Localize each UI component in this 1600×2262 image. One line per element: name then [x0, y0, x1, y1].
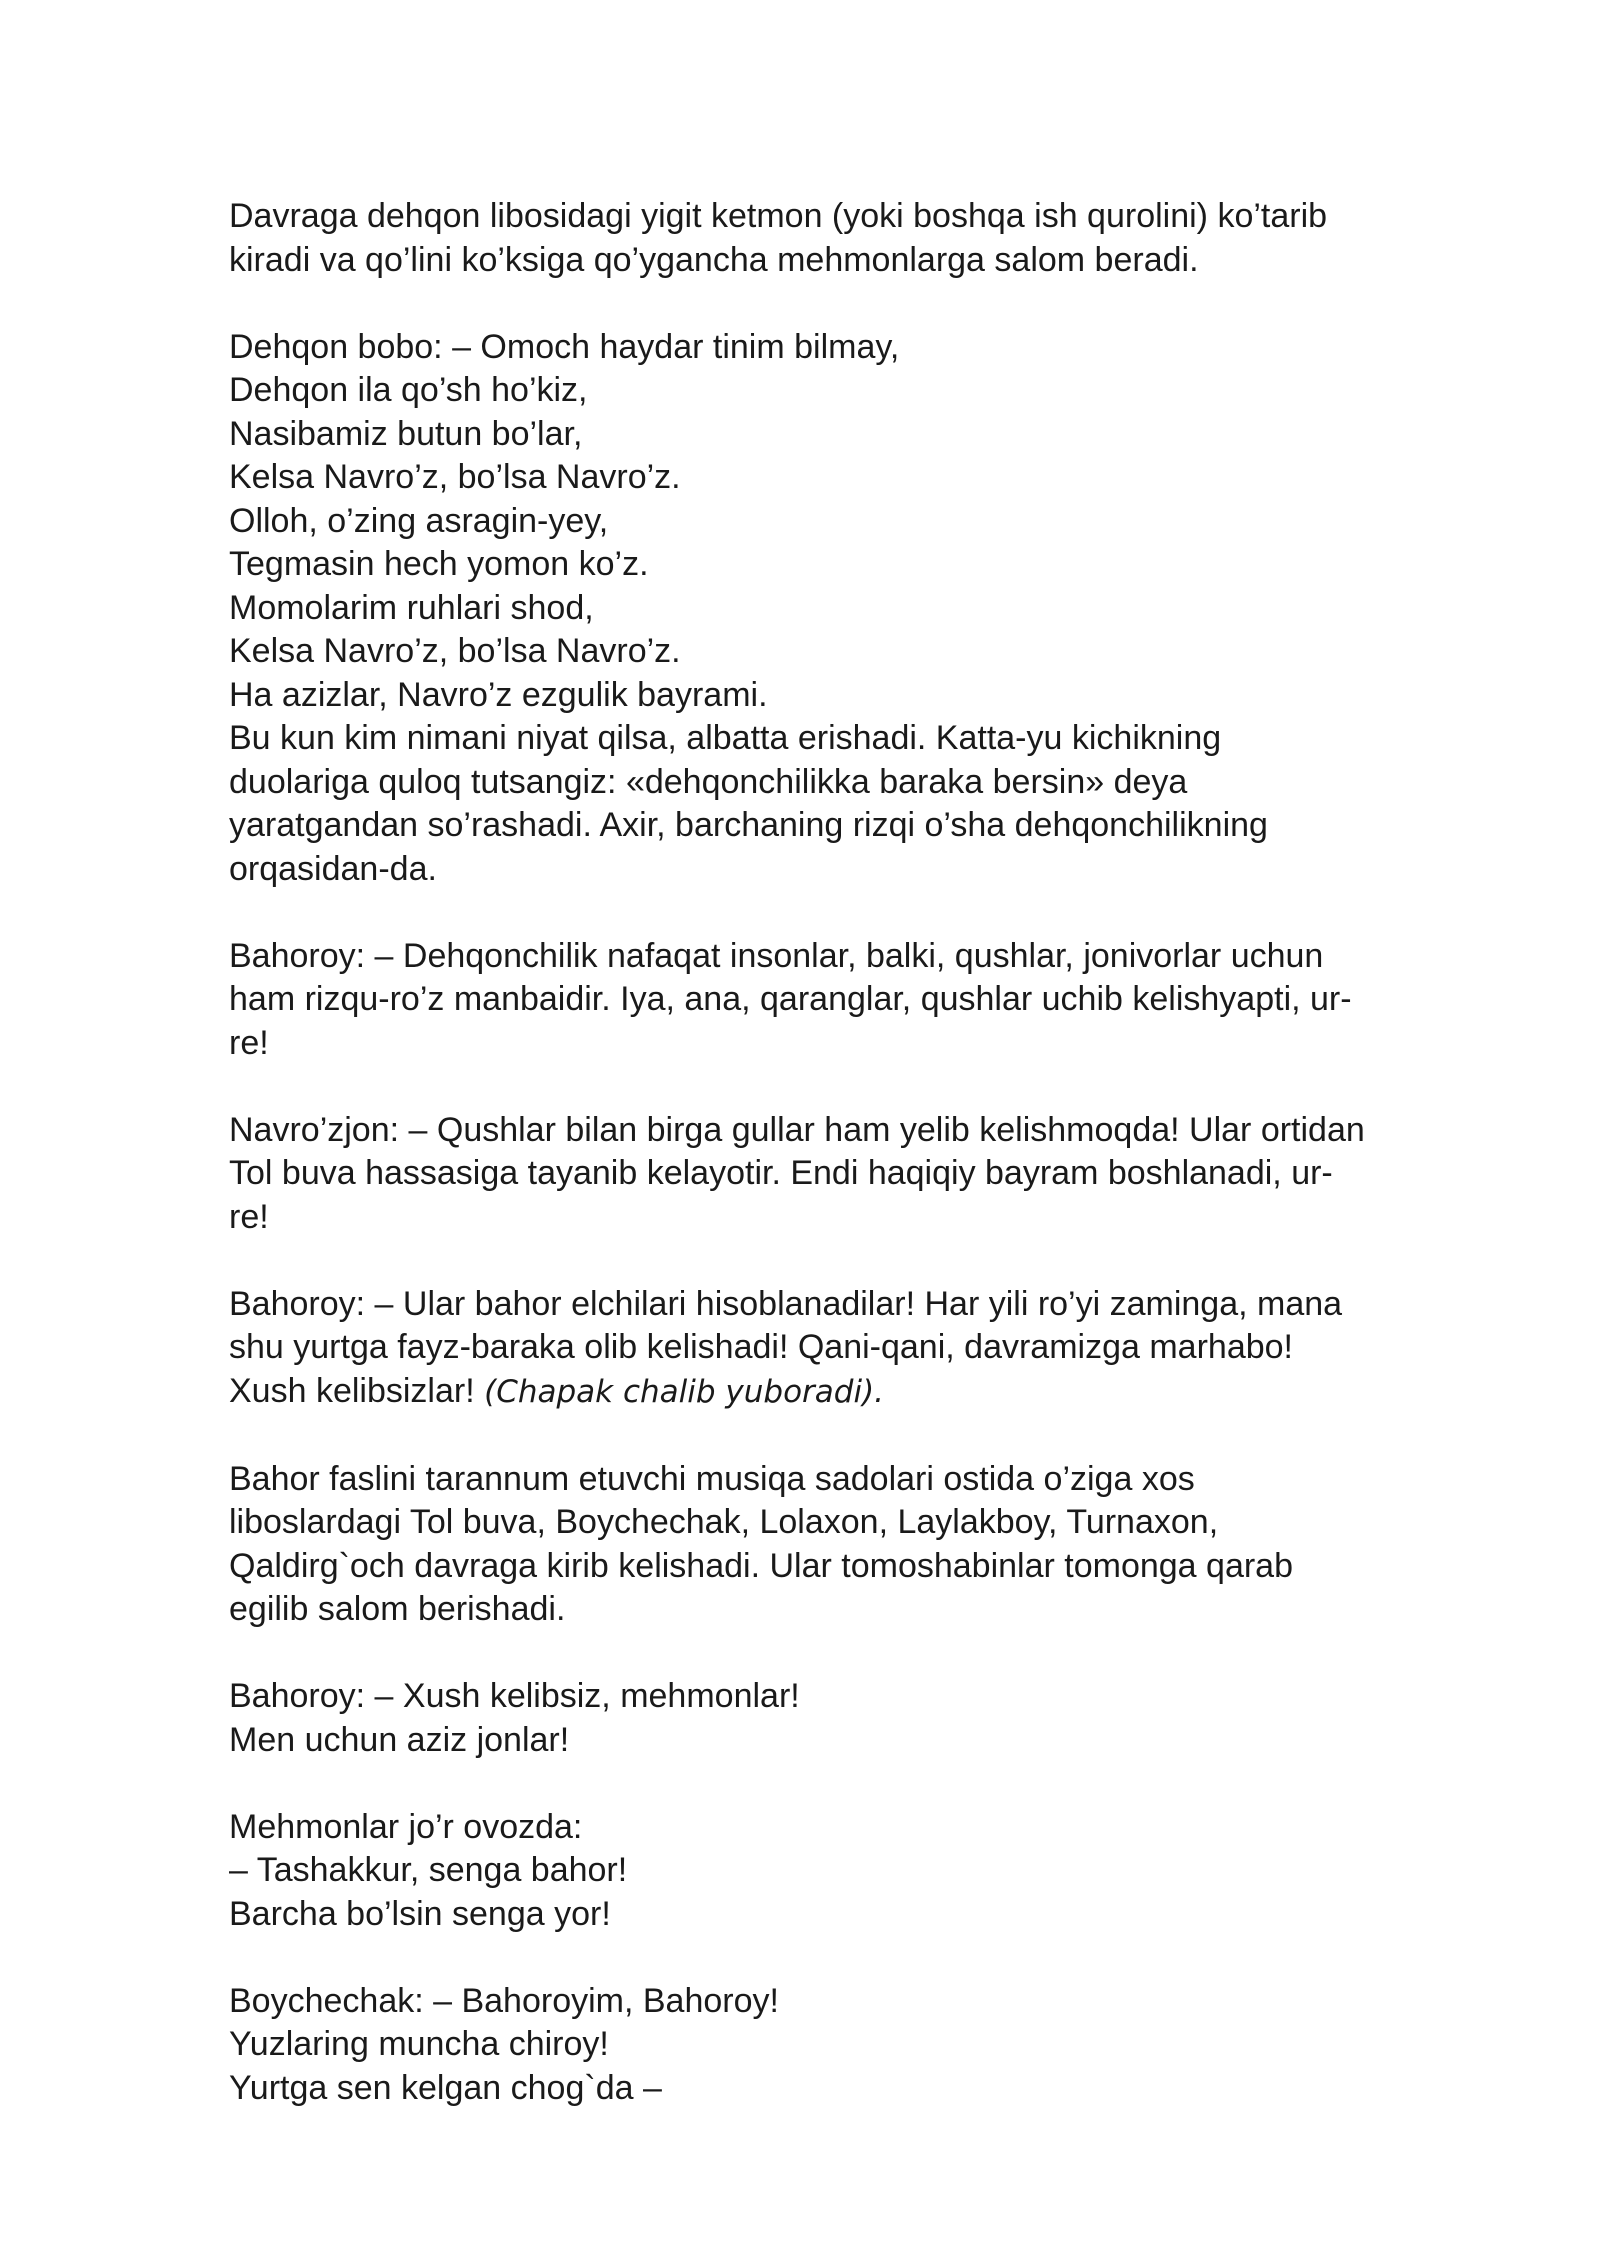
text-line: Boychechak: – Bahoroyim, Bahoroy! [229, 1981, 779, 2020]
text-line: Yuzlaring muncha chiroy! [229, 2025, 609, 2063]
text-line: ham rizqu-ro’z manbaidir. Iya, ana, qaranglar, qushlar uchib kelishyapti, ur- [229, 980, 1352, 1018]
paragraph-bahoroy-2 [229, 1283, 1509, 1415]
paragraph-mehmonlar [229, 1806, 1509, 1937]
text-line: Mehmonlar jo’r ovozda: [229, 1807, 583, 1846]
paragraph-dehqon-bobo [229, 326, 1509, 892]
text-line: liboslardagi Tol buva, Boychechak, Lolaxon, Laylakboy, Turnaxon, [229, 1503, 1219, 1541]
text-line: Bahoroy: – Ular bahor elchilari hisoblanadilar! Har yili ro’yi zaminga, mana [229, 1284, 1343, 1323]
paragraph-bahoroy-1 [229, 935, 1509, 1066]
text-line: Dehqon ila qo’sh ho’kiz, [229, 371, 588, 409]
stage-direction: (Chapak chalib yuboradi). [484, 1373, 885, 1410]
text-line: Olloh, o’zing asragin-yey, [229, 501, 609, 540]
paragraph-narration [229, 1458, 1509, 1632]
text-line: Tol buva hassasiga tayanib kelayotir. Endi haqiqiy bayram boshlanadi, ur- [229, 1154, 1333, 1192]
text-line: Navro’zjon: – Qushlar bilan birga gullar ham yelib kelishmoqda! Ular ortidan [229, 1110, 1365, 1149]
text-line: Men uchun aziz jonlar! [229, 1720, 570, 1759]
document-page [229, 195, 1509, 2154]
text-line: Momolarim ruhlari shod, [229, 588, 594, 627]
text-line: Barcha bo’lsin senga yor! [229, 1894, 611, 1933]
text-line: kiradi va qo’lini ko’ksiga qo’ygancha mehmonlarga salom beradi. [229, 240, 1199, 279]
text-line: shu yurtga fayz-baraka olib kelishadi! Qani-qani, davramizga marhabo! [229, 1328, 1293, 1366]
text-line: orqasidan-da. [229, 849, 437, 888]
text-line: Tegmasin hech yomon ko’z. [229, 545, 649, 583]
text-line: Davraga dehqon libosidagi yigit ketmon (yoki boshqa ish qurolini) ko’tarib [229, 197, 1328, 235]
text-line: Kelsa Navro’z, bo’lsa Navro’z. [229, 458, 681, 496]
text-line: Dehqon bobo: – Omoch haydar tinim bilmay, [229, 327, 900, 366]
text-line [229, 1370, 1509, 1415]
text-line: duolariga quloq tutsangiz: «dehqonchilikka baraka bersin» deya [229, 762, 1188, 801]
paragraph-bahoroy-3 [229, 1675, 1509, 1762]
text-line: yaratgandan so’rashadi. Axir, barchaning rizqi o’sha dehqonchilikning [229, 806, 1268, 844]
text-line-start: Xush kelibsizlar! [229, 1371, 485, 1410]
text-line: egilib salom berishadi. [229, 1590, 566, 1628]
text-line: Qaldirg`och davraga kirib kelishadi. Ular tomoshabinlar tomonga qarab [229, 1546, 1293, 1585]
text-line: Bahoroy: – Xush kelibsiz, mehmonlar! [229, 1677, 800, 1715]
paragraph-intro [229, 195, 1509, 282]
text-line: Yurtga sen kelgan chog`da – [229, 2068, 662, 2107]
text-line: Bahor faslini tarannum etuvchi musiqa sadolari ostida o’ziga xos [229, 1459, 1195, 1498]
text-line: re! [229, 1023, 269, 1062]
text-line: Bahoroy: – Dehqonchilik nafaqat insonlar, balki, qushlar, jonivorlar uchun [229, 936, 1324, 975]
paragraph-boychechak [229, 1980, 1509, 2111]
text-line: Ha azizlar, Navro’z ezgulik bayrami. [229, 675, 768, 714]
text-line: – Tashakkur, senga bahor! [229, 1851, 628, 1889]
text-line: Kelsa Navro’z, bo’lsa Navro’z. [229, 632, 681, 670]
paragraph-navrozjon [229, 1109, 1509, 1240]
text-line: re! [229, 1197, 269, 1236]
text-line: Bu kun kim nimani niyat qilsa, albatta erishadi. Katta-yu kichikning [229, 719, 1222, 757]
text-line: Nasibamiz butun bo’lar, [229, 414, 583, 453]
